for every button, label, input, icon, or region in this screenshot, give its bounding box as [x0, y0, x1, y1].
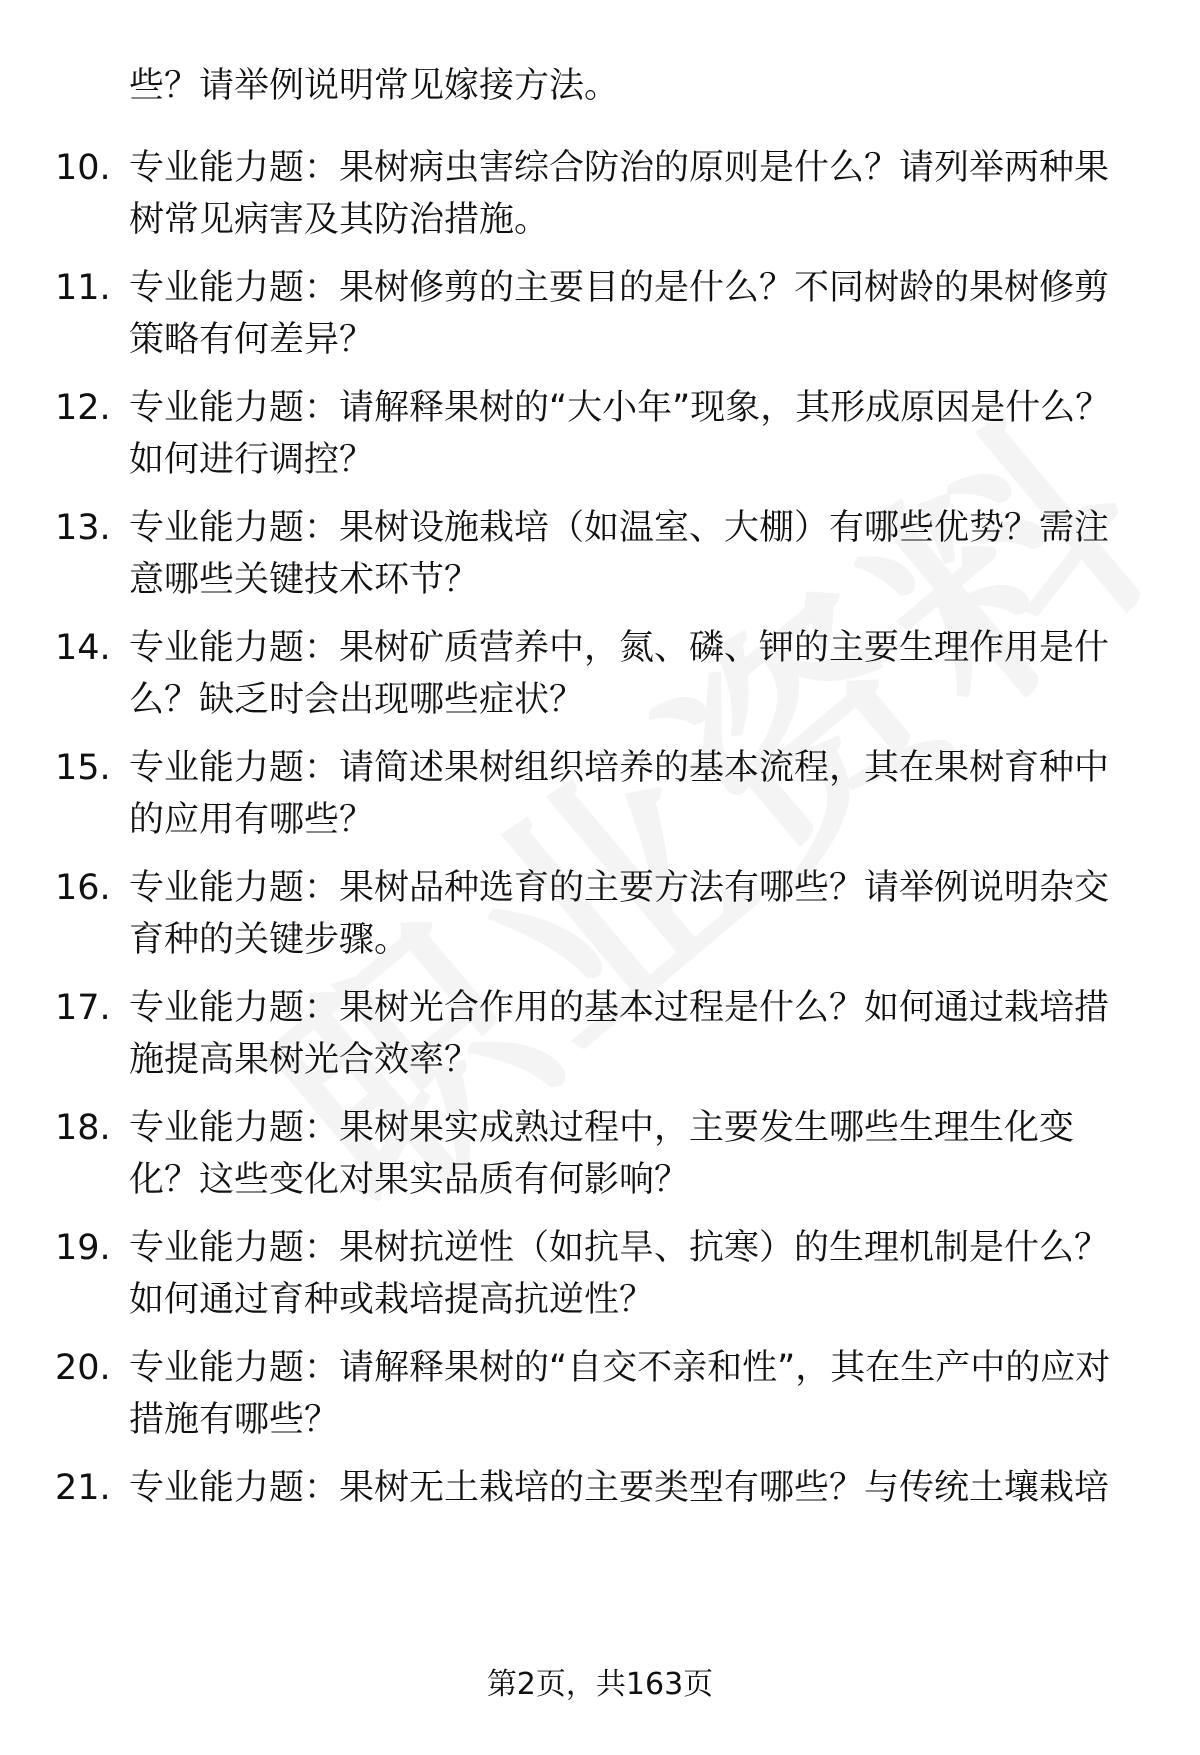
question-number: 20. — [55, 1348, 111, 1388]
question-text: 专业能力题：果树病虫害综合防治的原则是什么？请列举两种果树常见病害及其防治措施。 — [129, 148, 1110, 240]
question-number: 21. — [55, 1468, 111, 1508]
page-footer: 第2页，共163页 — [486, 1667, 714, 1702]
question-text: 专业能力题：果树矿质营养中，氮、磷、钾的主要生理作用是什么？缺乏时会出现哪些症状？ — [129, 628, 1110, 720]
question-number: 10. — [55, 148, 111, 188]
question-number: 14. — [55, 628, 111, 668]
question-text: 专业能力题：果树无土栽培的主要类型有哪些？与传统土壤栽培 — [129, 1468, 1110, 1508]
question-text: 专业能力题：请解释果树的“大小年”现象，其形成原因是什么？如何进行调控？ — [129, 388, 1111, 480]
question-text: 专业能力题：果树抗逆性（如抗旱、抗寒）的生理机制是什么？如何通过育种或栽培提高抗逆性？ — [129, 1228, 1110, 1320]
question-text: 专业能力题：果树光合作用的基本过程是什么？如何通过栽培措施提高果树光合效率？ — [129, 988, 1110, 1080]
question-number: 16. — [55, 868, 111, 908]
question-number: 15. — [55, 748, 111, 788]
question-number: 18. — [55, 1108, 111, 1148]
question-text: 专业能力题：请简述果树组织培养的基本流程，其在果树育种中的应用有哪些？ — [129, 748, 1110, 840]
question-text: 专业能力题：果树设施栽培（如温室、大棚）有哪些优势？需注意哪些关键技术环节？ — [129, 508, 1110, 600]
question-number: 12. — [55, 388, 111, 428]
question-text: 专业能力题：果树修剪的主要目的是什么？不同树龄的果树修剪策略有何差异？ — [129, 268, 1110, 360]
question-text: 专业能力题：请解释果树的“自交不亲和性”，其在生产中的应对措施有哪些？ — [129, 1348, 1111, 1440]
question-text: 专业能力题：果树果实成熟过程中，主要发生哪些生理生化变化？这些变化对果实品质有何影响？ — [129, 1108, 1075, 1200]
question-number: 19. — [55, 1228, 111, 1268]
continuation-text: 些？请举例说明常见嫁接方法。 — [129, 66, 620, 106]
question-number: 17. — [55, 988, 111, 1028]
question-number: 13. — [55, 508, 111, 548]
question-number: 11. — [55, 268, 111, 308]
question-text: 专业能力题：果树品种选育的主要方法有哪些？请举例说明杂交育种的关键步骤。 — [129, 868, 1110, 960]
